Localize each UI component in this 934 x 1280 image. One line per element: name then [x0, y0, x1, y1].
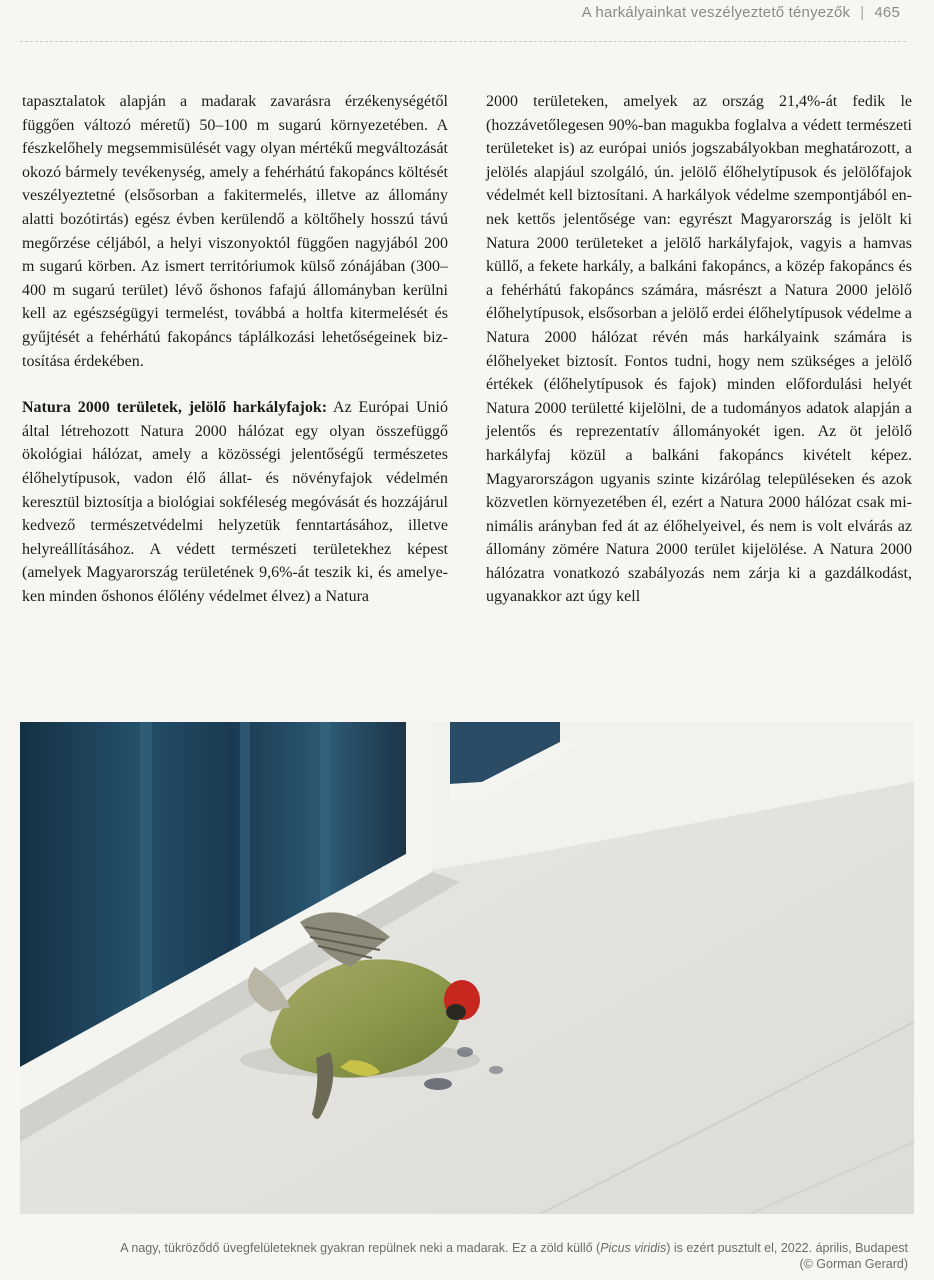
- section-lead: Natura 2000 területek, jelölő harkályfajok:: [22, 399, 328, 417]
- blood-stain: [457, 1047, 473, 1057]
- caption-species: Picus viridis: [600, 1241, 667, 1255]
- page-number: 465: [874, 4, 900, 21]
- header-separator: |: [860, 4, 865, 21]
- caption-text-end: ) is ezért pusztult el, 2022. április, Budapest (© Gorman Gerard): [666, 1241, 908, 1271]
- right-paragraph-1: 2000 területeken, amelyek az ország 21,4%-át fedik le (hozzávetőlegesen 90%-ban magukba foglalva a védett természeti területeket is) az európai uniós jogszabályokban meghatározott, a jelölés alapjául szolgáló, ún. jelölő élőhelytípusok és jelölőfajok védelmét kell biztosítani. A harkályok védelme szempontjából ennek kettős jelentősége van: egyrészt Magyarország is jelölt ki Natura 2000 területeket a jelölő harkályfajok, vagyis a hamvas küllő, a fekete harkály, a balkáni fakopáncs, a közép fakopáncs és a fehérhátú fakopáncs számára, másrészt a Natura 2000 jelölő élőhelytípusok, elsősorban a jelölő erdei élőhelytípusok védelme a Natura 2000 hálózat révén más harkályaink számára is élőhelyeket biztosít. Fontos tudni, hogy nem szükséges a jelölő értékek (élőhelytípusok és fajok) minden előfordulási helyét Natura 2000 területté kijelölni, de a tudományos adatok alapján a jelentős és reprezentatív állományokét igen. Az öt jelölő harkályfaj közül a balkáni fakopáncs kivételt képez. Magyarországon ugyanis szinte kizárólag településeken és azok közvetlen környezetében él, ezért a Natura 2000 hálózat csak minimális arányban fed át az élőhelyeivel, és nem is volt elvárás az állomány zömére Natura 2000 terület kijelölése. A Natura 2000 hálózatra vonatkozó szabályozás nem zárja ki a gazdálkodást, ugyanakkor azt úgy kell: [486, 93, 912, 606]
- left-paragraph-1: tapasztalatok alapján a madarak zavarásra érzékenységétől függően változó méretű) 50–100 m sugarú környezetében. A fészkelőhely megsemmisülését vagy olyan mértékű megváltozását okozó bármely tevékenység, amely a fehérhátú fakopáncs költését veszélyeztetné (elsősorban a fakitermelés, illetve az állomány alatti bozótirtás) egész évben kerülendő a költőhely hosszú távú megőrzése céljából, a helyi viszonyoktól függően nagyjából 200 m sugarú körben. Az ismert territóriumok külső zónájában (300–400 m sugarú terület) lévő őshonos fafajú állományban kerülni kell az egészségügyi termelést, továbbá a holtfa kitermelését és gyűjtését a fehérhátú fakopáncs táplálkozási lehetőségeinek biztosítása érdekében.: [22, 93, 448, 370]
- photo-illustration: [20, 722, 914, 1214]
- dead-woodpecker-photo: [20, 722, 914, 1214]
- blood-stain: [489, 1066, 503, 1074]
- caption-text: A nagy, tükröződő üvegfelületeknek gyakran repülnek neki a madarak. Ez a zöld küllő (: [120, 1241, 601, 1255]
- figure-caption: [118, 1240, 908, 1272]
- blood-stain: [424, 1078, 452, 1090]
- curtain-fold: [140, 722, 152, 1002]
- bird-eye-mask: [446, 1004, 466, 1020]
- left-column: [22, 90, 448, 608]
- right-column: [486, 90, 912, 609]
- section-body: Az Európai Unió által létrehozott Natura 2000 hálózat egy olyan összefüggő ökológiai hálózat, amely a közösségi jelentőségű természetes élőhelytípusok, vadon élő állat- és növényfajok védelmén keresztül biztosítja a biológiai sokféleség megóvását és hozzájárul kedvező természetvédelmi helyzetük fenntartásához, illetve helyreállításához. A védett természeti területekhez képest (amelyek Magyarország területének 9,6%-át teszik ki, és amelyeken minden őshonos élőlény védelmet élvez) a Natura: [22, 399, 449, 605]
- running-header: [582, 4, 900, 21]
- left-paragraph-2: [22, 396, 448, 608]
- curtain-fold: [240, 722, 250, 952]
- chapter-title: A harkályainkat veszélyeztető tényezők: [581, 4, 851, 21]
- header-divider: [20, 41, 906, 42]
- curtain-fold: [320, 722, 330, 902]
- window-frame-vertical: [406, 722, 432, 862]
